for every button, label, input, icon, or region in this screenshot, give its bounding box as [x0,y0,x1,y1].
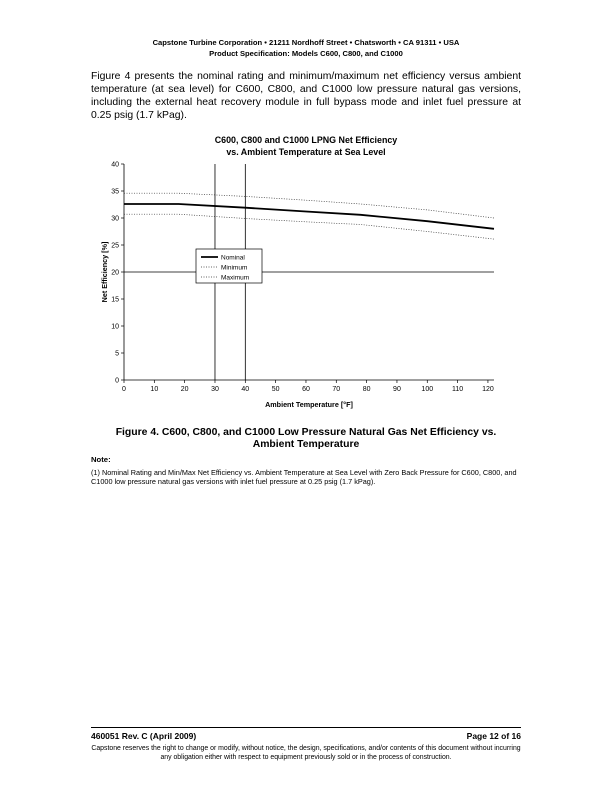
x-tick-label: 90 [393,386,401,393]
x-tick-label: 0 [122,386,126,393]
legend-label-minimum: Minimum [221,264,248,272]
y-tick-label: 0 [115,377,119,385]
y-axis-title: Net Efficiency [%] [100,241,109,303]
x-tick-label: 50 [271,386,280,393]
y-tick-label: 15 [111,296,119,304]
x-tick-label: 30 [211,386,219,393]
y-tick-label: 30 [111,215,119,223]
y-tick-label: 20 [111,269,119,277]
x-tick-label: 10 [150,386,159,393]
y-tick-label: 25 [111,242,119,250]
footer-disclaimer: Capstone reserves the right to change or modify, without notice, the design, specifications, and/or contents of this document without incurring any obligation either with respect to equipment previously sold or in the process of construction. [91,745,521,761]
y-tick-label: 10 [111,323,119,331]
legend-label-maximum: Maximum [221,274,250,282]
figure-caption-line2: Ambient Temperature [252,439,360,450]
x-tick-label: 110 [452,386,464,393]
x-tick-label: 20 [180,386,189,393]
footer-page-number: Page 12 of 16 [466,731,521,741]
chart-title: C600, C800 and C1000 LPNG Net Efficiency [214,135,398,145]
x-tick-label: 120 [482,386,494,393]
x-tick-label: 70 [332,386,341,393]
header-company-line: Capstone Turbine Corporation • 21211 Nordhoff Street • Chatsworth • CA 91311 • USA [152,38,460,47]
y-tick-label: 35 [111,188,119,196]
series-line-minimum [124,214,494,239]
header-product-line: Product Specification: Models C600, C800, and C1000 [209,49,403,58]
footer-rule [91,727,521,728]
x-tick-label: 100 [421,386,434,393]
intro-paragraph: Figure 4 presents the nominal rating and minimum/maximum net efficiency versus ambient temperature (at sea level) for C600, C800, and C1000 low pressure natural gas versions, including the external heat recovery module in full bypass mode and inlet fuel pressure at 0.25 psig (1.7 kPag). [91,71,521,121]
x-tick-label: 60 [302,386,310,393]
series-line-nominal [124,204,494,229]
figure-caption-line1: Figure 4. C600, C800, and C1000 Low Pressure Natural Gas Net Efficiency vs. [115,427,497,438]
x-axis-title: Ambient Temperature [°F] [265,400,353,409]
footer-doc-id: 460051 Rev. C (April 2009) [91,731,197,741]
chart-subtitle: vs. Ambient Temperature at Sea Level [226,147,386,157]
note-label: Note: [91,455,111,464]
legend-label-nominal: Nominal [221,254,245,262]
x-tick-label: 80 [362,386,371,393]
x-tick-label: 40 [241,386,250,393]
note-text: (1) Nominal Rating and Min/Max Net Efficiency vs. Ambient Temperature at Sea Level with Zero Back Pressure for C600, C800, and C1000 low pressure natural gas versions with inlet fuel pressure at 0.25 psig (1.7 kPag). [91,468,517,487]
y-tick-label: 40 [111,161,119,169]
y-tick-label: 5 [115,350,119,358]
